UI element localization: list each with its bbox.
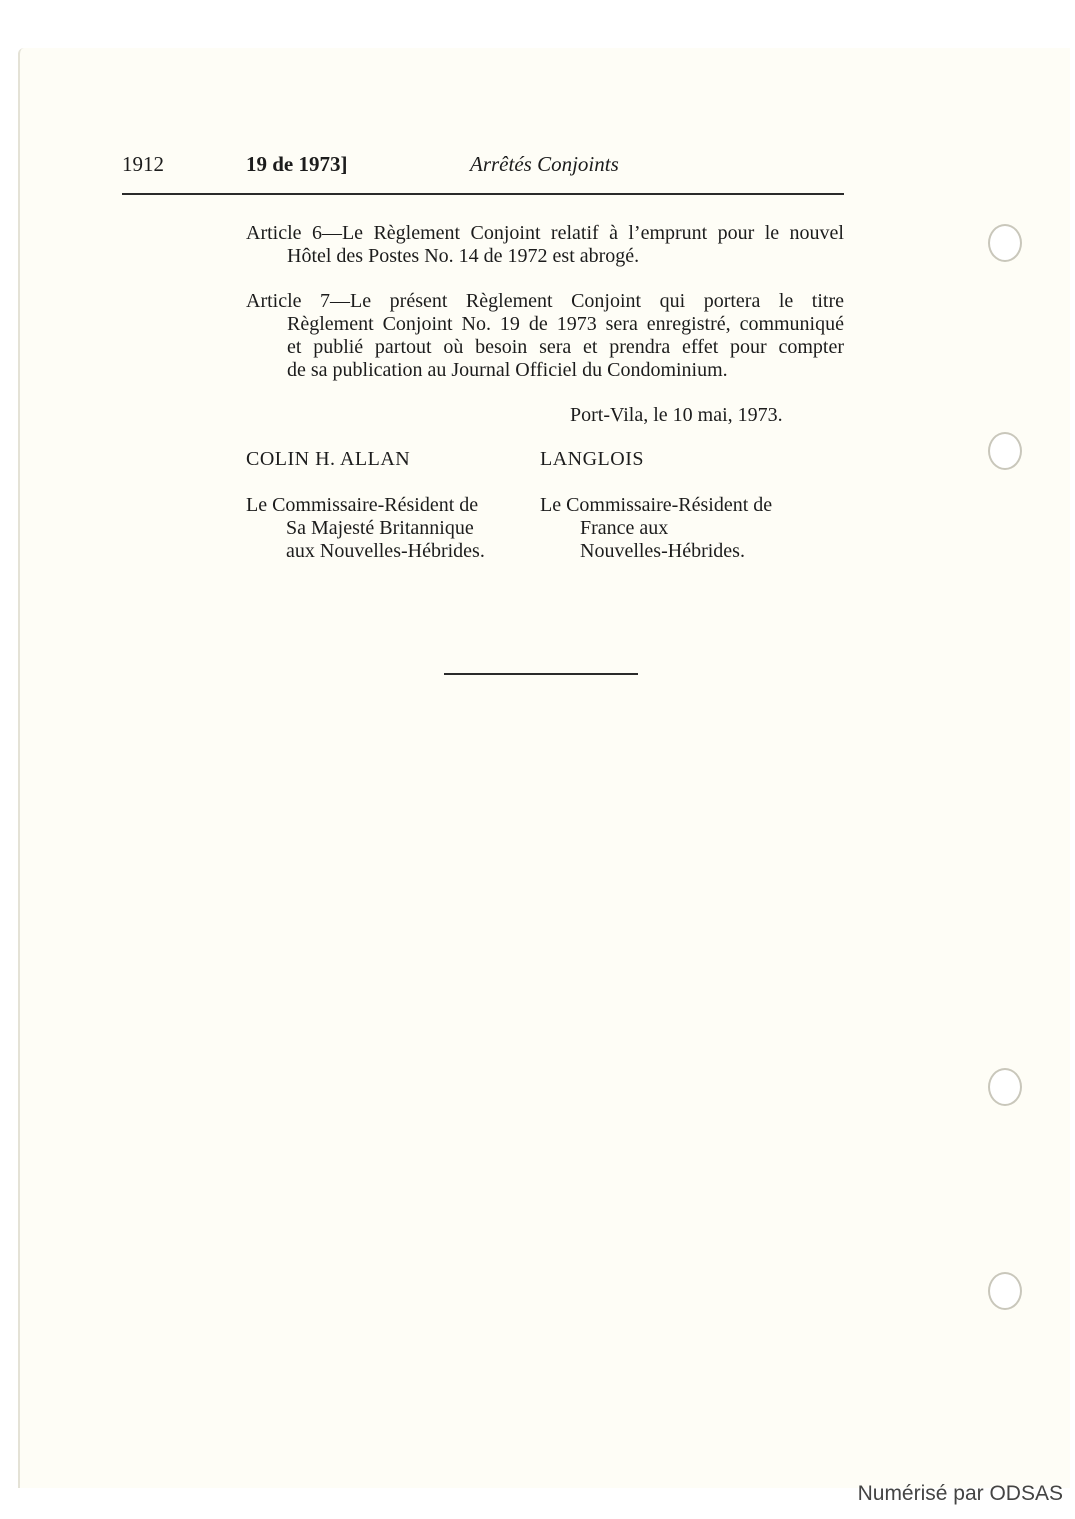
signatory-french-title	[540, 494, 772, 563]
signatory-french-name: LANGLOIS	[540, 448, 644, 470]
title-line: Le Commissaire-Résident de	[246, 494, 479, 516]
title-line: aux Nouvelles-Hébrides.	[286, 540, 485, 562]
punch-hole	[988, 1272, 1022, 1310]
running-reference: 19 de 1973]	[246, 152, 348, 176]
punch-hole	[988, 1068, 1022, 1106]
title-line: Nouvelles-Hébrides.	[580, 540, 745, 562]
punch-hole	[988, 224, 1022, 262]
article-7	[246, 290, 844, 382]
page-number: 1912	[122, 152, 164, 176]
header-rule	[122, 193, 844, 195]
article-7-line-1: Article 7—Le présent Règlement Conjoint qui portera le titre	[246, 290, 844, 312]
title-line: France aux	[580, 517, 669, 539]
article-6	[246, 222, 844, 268]
article-7-line-3: et publié partout où besoin sera et prendra effet pour compter	[287, 336, 844, 358]
article-6-line-2: Hôtel des Postes No. 14 de 1972 est abrogé.	[287, 245, 640, 267]
article-7-line-4: de sa publication au Journal Officiel du Condominium.	[287, 359, 728, 381]
end-rule	[444, 673, 638, 675]
article-7-line-2: Règlement Conjoint No. 19 de 1973 sera enregistré, communiqué	[287, 313, 844, 335]
signatory-british-title	[246, 494, 485, 563]
punch-hole	[988, 432, 1022, 470]
running-title: Arrêtés Conjoints	[470, 152, 619, 176]
digitization-credit: Numérisé par ODSAS	[857, 1482, 1063, 1505]
signatory-british-name: COLIN H. ALLAN	[246, 448, 411, 470]
place-and-date: Port-Vila, le 10 mai, 1973.	[570, 404, 783, 426]
article-6-line-1: Article 6—Le Règlement Conjoint relatif à l’emprunt pour le nouvel	[246, 222, 844, 244]
title-line: Le Commissaire-Résident de	[540, 494, 773, 516]
title-line: Sa Majesté Britannique	[286, 517, 474, 539]
